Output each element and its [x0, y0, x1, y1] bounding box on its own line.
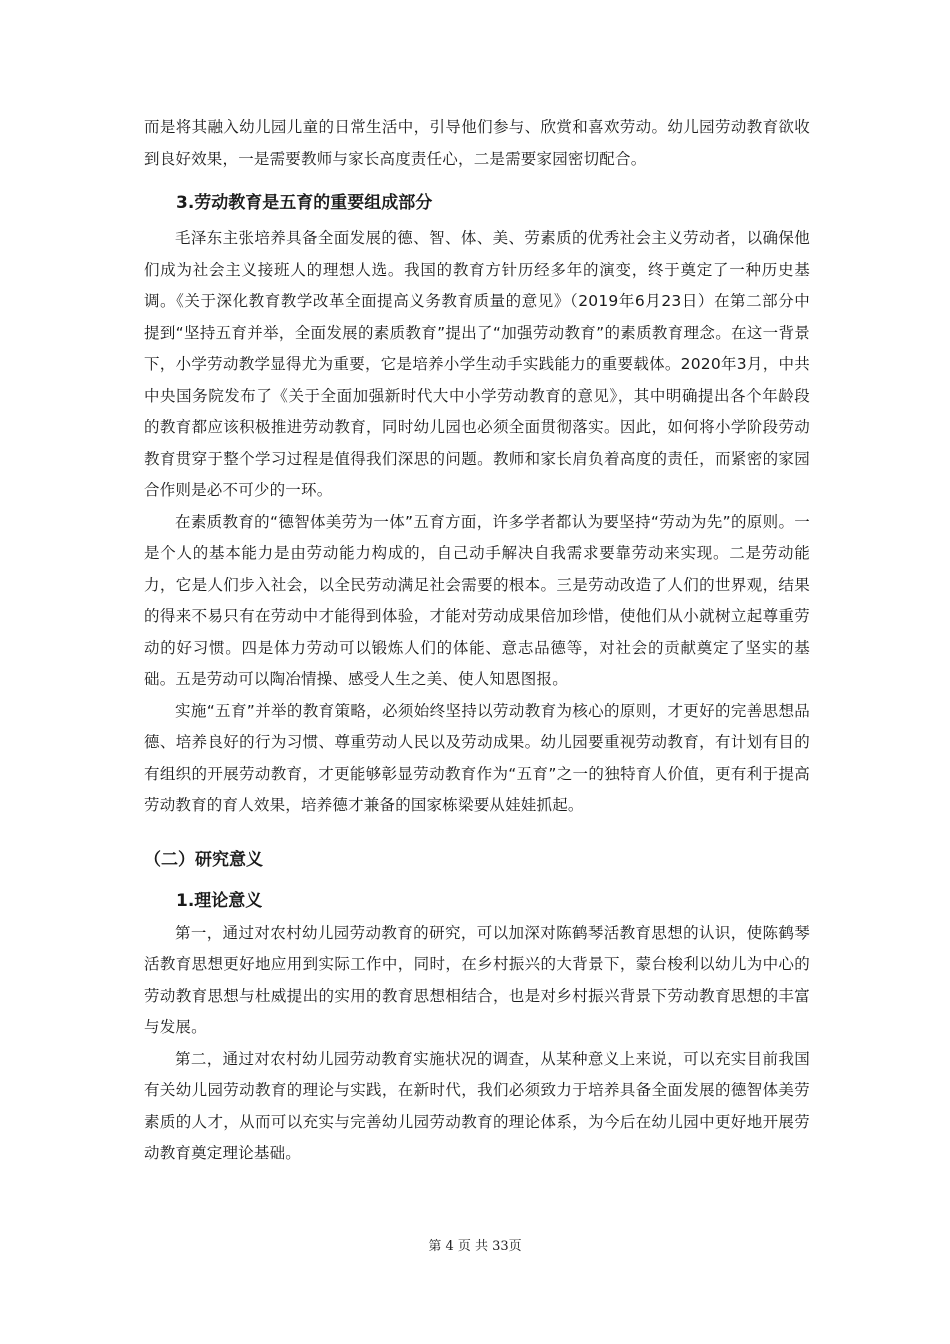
section-3-paragraph-1: 毛泽东主张培养具备全面发展的德、智、体、美、劳素质的优秀社会主义劳动者，以确保他们成为社会主义接班人的理想人选。我国的教育方针历经多年的演变，终于奠定了一种历史基调。《关于深化教育教学改革全面提高义务教育质量的意见》（2019年6月23日）在第二部分中提到“坚持五育并举，全面发展的素质教育”提出了“加强劳动教育”的素质教育理念。在这一背景下，小学劳动教学显得尤为重要，它是培养小学生动手实践能力的重要载体。2020年3月，中共中央国务院发布了《关于全面加强新时代大中小学劳动教育的意见》，其中明确提出各个年龄段的教育都应该积极推进劳动教育，同时幼儿园也必须全面贯彻落实。因此，如何将小学阶段劳动教育贯穿于整个学习过程是值得我们深思的问题。教师和家长肩负着高度的责任，而紧密的家园合作则是必不可少的一环。 [144, 229, 810, 499]
page-footer [0, 1238, 950, 1256]
research-significance-heading: （二）研究意义 [144, 849, 263, 870]
theory-paragraph-2: 第二，通过对农村幼儿园劳动教育实施状况的调查，从某种意义上来说，可以充实目前我国有关幼儿园劳动教育的理论与实践，在新时代，我们必须致力于培养具备全面发展的德智体美劳素质的人才，从而可以充实与完善幼儿园劳动教育的理论体系，为今后在幼儿园中更好地开展劳动教育奠定理论基础。 [144, 1049, 810, 1162]
section-3-paragraph-2: 在素质教育的“德智体美劳为一体”五育方面，许多学者都认为要坚持“劳动为先”的原则。一是个人的基本能力是由劳动能力构成的，自己动手解决自我需求要靠劳动来实现。二是劳动能力，它是人们步入社会，以全民劳动满足社会需要的根本。三是劳动改造了人们的世界观，结果的得来不易只有在劳动中才能得到体验，才能对劳动成果倍加珍惜，使他们从小就树立起尊重劳动的好习惯。四是体力劳动可以锻炼人们的体能、意志品德等，对社会的贡献奠定了坚实的基础。五是劳动可以陶冶情操、感受人生之美、使人知恩图报。 [144, 512, 810, 688]
page-body [144, 112, 810, 1170]
page-number-label: 第 4 页 共 33页 [428, 1239, 522, 1254]
section-3-heading: 3.劳动教育是五育的重要组成部分 [176, 193, 433, 213]
section-3-paragraph-3: 实施“五育”并举的教育策略，必须始终坚持以劳动教育为核心的原则，才更好的完善思想品德、培养良好的行为习惯、尊重劳动人民以及劳动成果。幼儿园要重视劳动教育，有计划有目的有组织的开展劳动教育，才更能够彰显劳动教育作为“五育”之一的独特育人价值，更有利于提高劳动教育的育人效果，培养德才兼备的国家栋梁要从娃娃抓起。 [144, 701, 810, 814]
intro-paragraph: 而是将其融入幼儿园儿童的日常生活中，引导他们参与、欣赏和喜欢劳动。幼儿园劳动教育欲收到良好效果，一是需要教师与家长高度责任心，二是需要家园密切配合。 [144, 118, 810, 168]
theory-paragraph-1: 第一，通过对农村幼儿园劳动教育的研究，可以加深对陈鹤琴活教育思想的认识，使陈鹤琴活教育思想更好地应用到实际工作中，同时，在乡村振兴的大背景下，蒙台梭利以幼儿为中心的劳动教育思想与杜威提出的实用的教育思想相结合，也是对乡村振兴背景下劳动教育思想的丰富与发展。 [144, 923, 810, 1036]
theoretical-significance-heading: 1.理论意义 [176, 890, 263, 911]
